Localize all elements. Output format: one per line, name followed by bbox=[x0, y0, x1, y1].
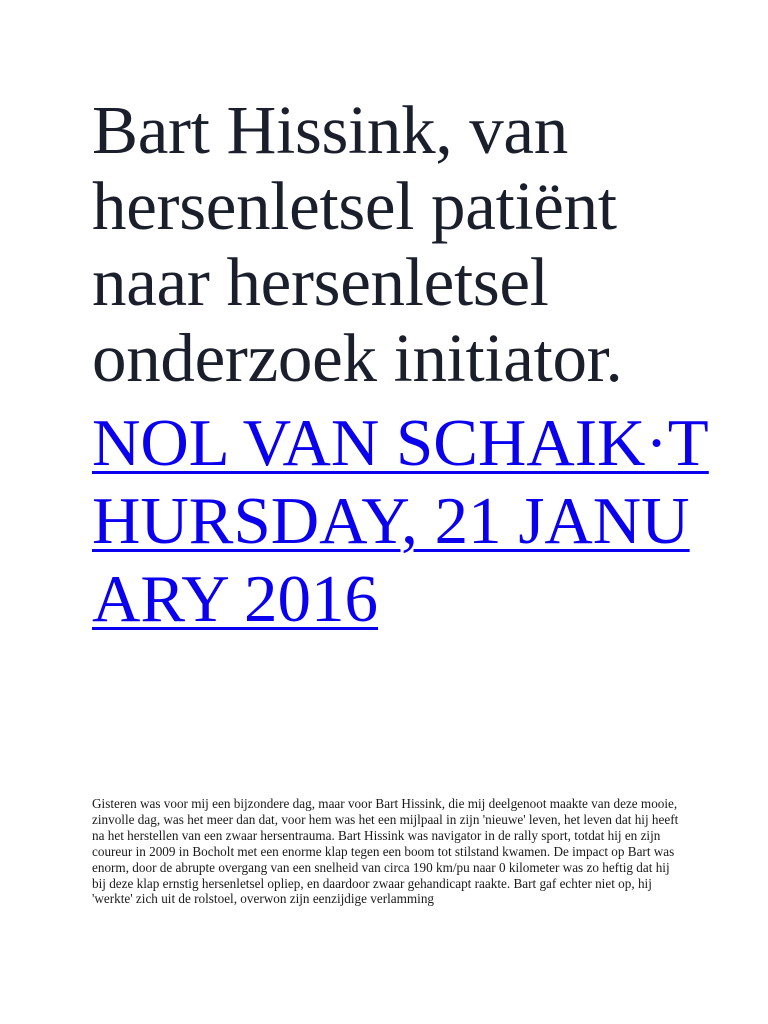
article-body: Gisteren was voor mij een bijzondere dag, maar voor Bart Hissink, die mij deelgenoot maakte van deze mooie, zinvolle dag, was het meer dan dat, voor hem was het een mijlpaal in zijn 'nieuwe' leven, het leven dat hij heeft na het herstellen van een zwaar hersentrauma. Bart Hissink was navigator in de rally sport, totdat hij en zijn coureur in 2009 in Bocholt met een enorme klap tegen een boom tot stilstand kwamen. De impact op Bart was enorm, door de abrupte overgang van een snelheid van circa 190 km/pu naar 0 kilometer was zo heftig dat hij bij deze klap ernstig hersenletsel opliep, en daardoor zwaar gehandicapt raakte. Bart gaf echter niet op, hij 'werkte' zich uit de rolstoel, overwon zijn eenzijdige verlamming bbox=[92, 796, 679, 907]
author-date-link[interactable]: NOL VAN SCHAIK·THURSDAY, 21 JANUARY 2016 bbox=[92, 406, 709, 636]
article-title: Bart Hissink, van hersenletsel patiënt naar hersenletsel onderzoek initiator. bbox=[92, 92, 623, 396]
article-byline bbox=[92, 404, 732, 638]
